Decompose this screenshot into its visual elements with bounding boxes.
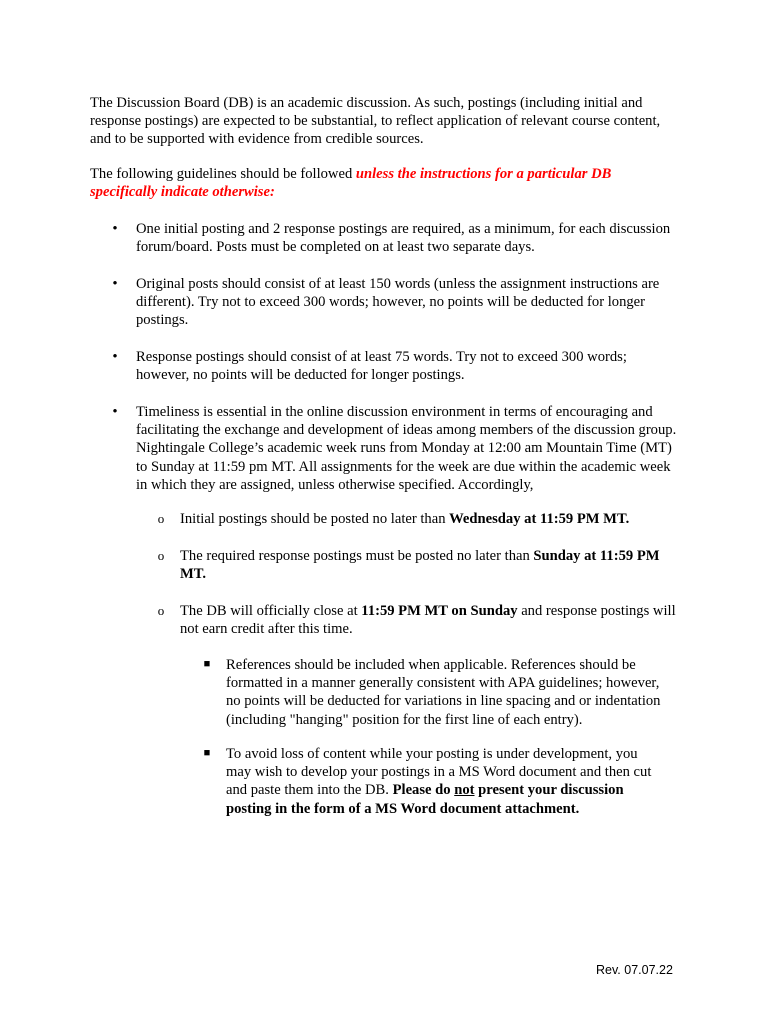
- bullet-marker: •: [112, 349, 118, 365]
- square-bullet-marker: ■: [203, 658, 211, 670]
- subbullet-text: The DB will officially close at: [180, 603, 362, 619]
- subbullet-db-close: [157, 602, 685, 638]
- subbullet-marker: o: [157, 511, 165, 526]
- subbullet-bold: Wednesday at 11:59 PM MT.: [449, 511, 630, 527]
- subbullet-bold: Sunday at 11:59 PM MT.: [180, 548, 660, 583]
- guidelines-emphasis: unless the instructions for a particular DB specifically indicate otherwise:: [90, 166, 612, 201]
- bullet-text: Timeliness is essential in the online discussion environment in terms of encouraging and facilitating the exchange and development of ideas among members of the discussion group. Nightingale College’s academic week runs from Monday at 12:00 am Mountain Time (MT) to Sunday at 11:59 pm MT. All assignments for the week are due within the academic week in which they are assigned, unless otherwise specified. Accordingly,: [136, 404, 677, 493]
- bullet-text: Original posts should consist of at least 150 words (unless the assignment instructions are different). Try not to exceed 300 words; however, no points will be deducted for longer postings.: [136, 276, 660, 329]
- subsubbullet-bold-after: present your discussion posting in the form of a MS Word document attachment.: [226, 782, 624, 817]
- subsubbullet-ms-word: [203, 745, 666, 818]
- bullet-text: Response postings should consist of at least 75 words. Try not to exceed 300 words; however, no points will be deducted for longer postings.: [136, 349, 627, 384]
- subbullet-response-deadline: [157, 547, 685, 583]
- bullet-initial-postings: [112, 220, 682, 256]
- subbullet-text: Initial postings should be posted no later than: [180, 511, 450, 527]
- subsubbullet-references: [203, 656, 666, 729]
- subsubbullet-text: To avoid loss of content while your posting is under development, you may wish to develop your postings in a MS Word document and then cut and paste them into the DB.: [226, 746, 652, 799]
- bullet-marker: •: [112, 276, 118, 292]
- intro-paragraph: The Discussion Board (DB) is an academic discussion. As such, postings (including initial and response postings) are expected to be substantial, to reflect application of relevant course content, and to be supported with evidence from credible sources.: [90, 95, 661, 148]
- subbullet-marker: o: [157, 603, 165, 618]
- guidelines-lead: The following guidelines should be followed: [90, 166, 356, 182]
- subbullet-initial-deadline: [157, 510, 685, 528]
- bullet-marker: •: [112, 404, 118, 420]
- bullet-marker: •: [112, 221, 118, 237]
- guidelines-paragraph: [90, 165, 682, 201]
- bullet-response-postings: [112, 348, 682, 384]
- subbullet-bold: 11:59 PM MT on Sunday: [361, 603, 518, 619]
- bullet-text: One initial posting and 2 response postings are required, as a minimum, for each discussion forum/board. Posts must be completed on at least two separate days.: [136, 221, 671, 256]
- bullet-original-posts: [112, 275, 682, 330]
- subbullet-text-after: and response postings will not earn credit after this time.: [180, 603, 676, 638]
- subbullet-text: The required response postings must be posted no later than: [180, 548, 534, 564]
- square-bullet-marker: ■: [203, 747, 211, 759]
- subsubbullet-text: References should be included when applicable. References should be formatted in a manner generally consistent with APA guidelines; however, no points will be deducted for variations in line spacing and or indentation (including "hanging" position for the first line of each entry).: [226, 657, 661, 728]
- subsubbullet-bold-underlined: not: [454, 782, 475, 799]
- bullet-timeliness: [112, 403, 682, 494]
- subsubbullet-bold-before: Please do: [392, 782, 455, 799]
- revision-footer: Rev. 07.07.22: [596, 963, 673, 977]
- subbullet-marker: o: [157, 548, 165, 563]
